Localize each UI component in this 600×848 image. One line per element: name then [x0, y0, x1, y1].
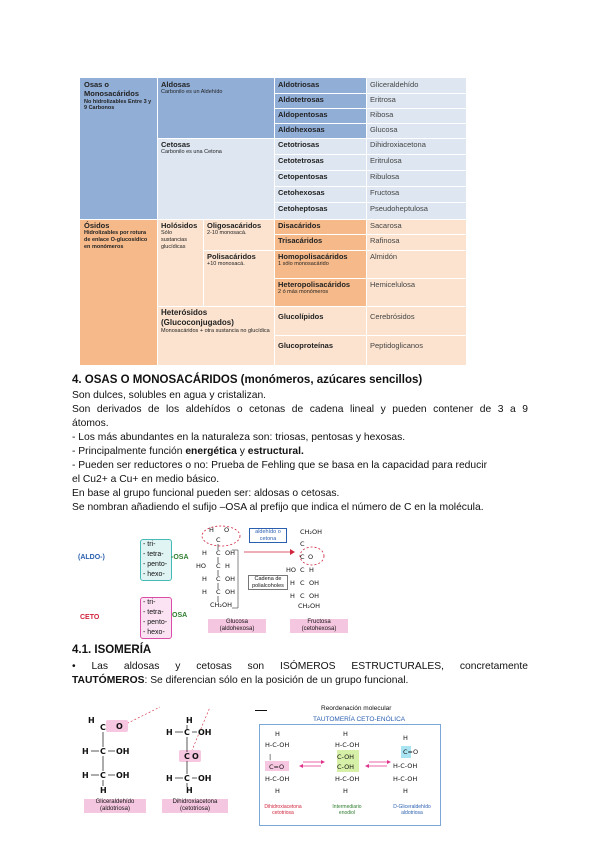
section-41-body: [72, 660, 528, 688]
svg-text:C: C: [100, 723, 106, 732]
svg-text:H-C-OH: H-C-OH: [265, 775, 290, 783]
svg-text:H: H: [403, 787, 408, 795]
svg-text:H: H: [275, 787, 280, 795]
svg-text:H: H: [82, 771, 89, 780]
text: : Se diferencian sólo en la posición de un grupo funcional.: [144, 675, 409, 686]
heteropoli-desc: 2 ó más monómeros: [278, 289, 329, 296]
carbohydrate-classification-table: [80, 78, 466, 365]
paragraph: - Los más abundantes en la naturaleza son: triosas, pentosas y hexosas.: [72, 432, 406, 443]
glucoproteinas-example: Peptidoglicanos: [366, 335, 466, 365]
aldo-row-example: Ribosa: [366, 108, 466, 123]
dihidroxiacetona-caption: Dihidroxiacetona (cetotriosa): [162, 799, 228, 813]
holosidos-cell: [157, 219, 203, 306]
svg-text:C-OH: C-OH: [337, 753, 355, 761]
svg-text:C: C: [184, 728, 190, 737]
svg-text:OH: OH: [225, 575, 236, 583]
grid-line: [366, 78, 367, 365]
svg-text:H: H: [186, 786, 193, 795]
svg-text:H: H: [166, 774, 173, 783]
aldo-row-example: Eritrosa: [366, 93, 466, 108]
divider: [255, 710, 267, 711]
svg-text:C: C: [184, 774, 190, 783]
grid-line: [274, 234, 466, 235]
osidos-cell: [80, 219, 157, 365]
homopoli-name: Homopolisacáridos: [278, 252, 348, 261]
svg-text:O: O: [224, 526, 230, 534]
ceto-row-name: Cetopentosas: [274, 170, 366, 186]
heterosidos-title: Heterósidos (Glucoconjugados): [161, 308, 234, 327]
svg-text:H: H: [275, 730, 280, 738]
fructose-caption: Fructosa (cetohexosa): [290, 619, 348, 633]
svg-text:H: H: [343, 730, 348, 738]
svg-text:OH: OH: [116, 771, 130, 780]
aldo-row-name: Aldotriosas: [274, 78, 366, 93]
svg-text:C: C: [300, 592, 305, 600]
disacaridos-example: Sacarosa: [366, 219, 466, 234]
oligo-desc: 2-10 monosacá.: [207, 230, 247, 237]
bold-text: energética: [185, 446, 237, 457]
ceto-row-example: Dihidroxiacetona: [366, 138, 466, 154]
svg-text:C=O: C=O: [269, 763, 285, 771]
paragraph: - Pueden ser reductores o no: Prueba de Fehling que se basa en la capacidad para reducir: [72, 460, 488, 471]
prefix: - hexo-: [143, 629, 165, 636]
aldosas-desc: Carbonilo es un Aldehído: [161, 89, 223, 96]
osas-title: Osas o Monosacáridos: [84, 80, 140, 99]
poli-title: Polisacáridos: [207, 252, 256, 261]
svg-text:H: H: [290, 579, 295, 587]
grid-line: [274, 93, 466, 94]
svg-text:O: O: [116, 722, 123, 731]
gliceraldehido-caption: Gliceraldehído (aldotriosa): [84, 799, 146, 813]
ceto-row-example: Pseudoheptulosa: [366, 202, 466, 219]
text: - Principalmente función: [72, 446, 186, 457]
svg-text:OH: OH: [198, 774, 212, 783]
trisacaridos-example: Rafinosa: [366, 234, 466, 250]
svg-text:CH₂OH: CH₂OH: [298, 602, 321, 610]
glucoproteinas-name: Glucoproteínas: [274, 335, 366, 365]
paragraph: Se nombran añadiendo el sufijo –OSA al prefijo que indica el número de C en la molécula.: [72, 502, 484, 513]
paragraph: En base al grupo funcional pueden ser: aldosas o cetosas.: [72, 488, 340, 499]
section-41-heading: 4.1. ISOMERÍA: [72, 644, 152, 656]
grid-line: [274, 186, 466, 187]
holosidos-desc: Sólo sustancias glucídicas: [161, 230, 187, 250]
bold-text: estructural.: [247, 446, 304, 457]
svg-text:H-C-OH: H-C-OH: [393, 762, 418, 770]
homopoli-desc: 1 sólo monosacárido: [278, 261, 329, 268]
ceto-row-name: Cetoheptosas: [274, 202, 366, 219]
prefix: - tri-: [143, 599, 156, 606]
svg-text:C=O: C=O: [403, 748, 419, 756]
grid-line: [157, 306, 466, 307]
aldo-row-example: Gliceraldehído: [366, 78, 466, 93]
heterosidos-cell: [157, 306, 274, 365]
svg-text:H: H: [202, 549, 207, 557]
svg-text:CH₂OH: CH₂OH: [210, 601, 233, 609]
paragraph: Son derivados de los aldehídos o cetonas de cadena lineal y pueden contener de 3 a 9: [72, 404, 528, 415]
section-4-body: [72, 389, 528, 515]
svg-text:H-C-OH: H-C-OH: [335, 775, 360, 783]
svg-text:H: H: [202, 575, 207, 583]
svg-text:C: C: [216, 588, 221, 596]
glucolipidos-example: Cerebrósidos: [366, 306, 466, 335]
svg-text:C: C: [216, 562, 221, 570]
grid-line: [274, 278, 466, 279]
paragraph: átomos.: [72, 418, 109, 429]
section-4-heading: 4. OSAS O MONOSACÁRIDOS (monómeros, azúcares sencillos): [72, 374, 423, 386]
svg-text:H: H: [309, 566, 314, 574]
aldo-label: (ALDO-): [78, 554, 105, 561]
svg-text:OH: OH: [116, 747, 130, 756]
tautomeria-title: TAUTOMERÍA CETO-ENÓLICA: [313, 716, 406, 723]
grid-line: [274, 123, 466, 124]
svg-text:H: H: [88, 716, 95, 725]
prefix: - pento-: [143, 561, 168, 568]
prefix: - tetra-: [143, 609, 164, 616]
heteropoli-name: Heteropolisacáridos: [278, 280, 351, 289]
ceto-row-example: Fructosa: [366, 186, 466, 202]
aldo-prefix-box: [140, 539, 172, 581]
svg-text:C: C: [300, 579, 305, 587]
svg-text:HO: HO: [286, 566, 297, 574]
svg-text:H: H: [403, 734, 408, 742]
svg-text:O: O: [308, 553, 314, 561]
svg-text:H: H: [225, 562, 230, 570]
svg-text:OH: OH: [225, 549, 236, 557]
paragraph: Son dulces, solubles en agua y cristalizan.: [72, 390, 267, 401]
osidos-title: Ósidos: [84, 221, 110, 230]
ceto-row-name: Cetotetrosas: [274, 154, 366, 170]
tautomeria-diagram: [255, 700, 440, 830]
cetosas-title: Cetosas: [161, 140, 191, 149]
svg-text:OH: OH: [309, 579, 320, 587]
poli-desc: +10 monosacá.: [207, 261, 245, 268]
triose-structures: [72, 705, 262, 797]
grid-line: [274, 154, 466, 155]
ceto-label: CETO: [80, 614, 100, 621]
ceto-row-name: Cetotriosas: [274, 138, 366, 154]
svg-text:H-C-OH: H-C-OH: [265, 741, 290, 749]
ceto-row-example: Eritrulosa: [366, 154, 466, 170]
aldo-row-name: Aldotetrosas: [274, 93, 366, 108]
svg-text:H-C-OH: H-C-OH: [335, 741, 360, 749]
grid-line: [203, 219, 204, 306]
svg-text:H: H: [290, 592, 295, 600]
svg-text:H-C-OH: H-C-OH: [393, 775, 418, 783]
svg-text:H: H: [202, 588, 207, 596]
paragraph: [72, 674, 528, 688]
svg-text:C: C: [100, 747, 106, 756]
prefix: - tri-: [143, 541, 156, 548]
bold-text: TAUTÓMEROS: [72, 675, 145, 686]
svg-text:C: C: [216, 536, 221, 544]
svg-text:C: C: [216, 575, 221, 583]
svg-text:C: C: [300, 566, 305, 574]
grid-line: [157, 138, 466, 139]
ceto-prefix-box: [140, 597, 172, 639]
gliceraldehido-label: D-Gliceraldehído aldotriosa: [393, 804, 431, 816]
svg-text:HO: HO: [196, 562, 207, 570]
tautomeria-structures: [259, 726, 439, 806]
svg-text:O: O: [192, 752, 199, 761]
osa-label: OSA: [172, 612, 188, 619]
glucose-caption: Glucosa (aldohexosa): [208, 619, 266, 633]
paragraph: • Las aldosas y cetosas son ISÓMEROS ESTRUCTURALES, concretamente: [72, 661, 528, 672]
heterosidos-desc: Monosacáridos + otra sustancia no glucídica: [161, 328, 270, 334]
glucolipidos-name: Glucolípidos: [274, 306, 366, 335]
prefix: - hexo-: [143, 571, 165, 578]
svg-text:C-OH: C-OH: [337, 763, 355, 771]
grid-line: [274, 108, 466, 109]
enodiol-label: Intermediario enodiol: [332, 804, 362, 816]
aldo-row-name: Aldohexosas: [274, 123, 366, 138]
svg-text:OH: OH: [225, 588, 236, 596]
svg-text:C: C: [100, 771, 106, 780]
grid-line: [157, 78, 158, 365]
svg-text:|: |: [269, 753, 272, 761]
oligosacaridos-cell: [203, 219, 274, 250]
osa-label: -OSA: [171, 554, 189, 561]
svg-text:OH: OH: [309, 592, 320, 600]
aldehido-cetona-note: aldehído o cetona: [249, 528, 287, 543]
svg-text:H: H: [209, 526, 214, 534]
osas-cell: [80, 78, 157, 219]
svg-text:C: C: [184, 752, 190, 761]
oligo-title: Oligosacáridos: [207, 221, 262, 230]
grid-line: [274, 335, 466, 336]
svg-text:H: H: [343, 787, 348, 795]
prefix: - pento-: [143, 619, 168, 626]
grid-line: [274, 170, 466, 171]
polisacaridos-cell: [203, 250, 274, 306]
heteropoli-example: Hemicelulosa: [366, 278, 466, 306]
osas-desc: No hidrolizables Entre 3 y 9 Carbonos: [84, 98, 152, 112]
svg-text:H: H: [186, 716, 193, 725]
prefix: - tetra-: [143, 551, 164, 558]
osidos-desc: Hidrolizables por rotura de enlace O-glucosídico en monómeros: [84, 230, 148, 250]
svg-text:H: H: [166, 728, 173, 737]
text: y: [236, 446, 248, 457]
aldosas-title: Aldosas: [161, 80, 191, 89]
ceto-row-name: Cetohexosas: [274, 186, 366, 202]
ceto-row-example: Ribulosa: [366, 170, 466, 186]
dihidroxiacetona-label: Dihidroxiacetona cetotriosa: [264, 804, 302, 816]
grid-line: [80, 219, 466, 220]
paragraph: el Cu2+ a Cu+ en medio básico.: [72, 474, 220, 485]
svg-text:CH₂OH: CH₂OH: [300, 528, 323, 536]
disacaridos-name: Disacáridos: [274, 219, 366, 234]
cadena-note: Cadena de polialcoholes: [248, 575, 288, 590]
svg-text:OH: OH: [198, 728, 212, 737]
aldo-ceto-figure: [78, 522, 378, 640]
aldo-row-example: Glucosa: [366, 123, 466, 138]
cetosas-cell: [157, 138, 274, 219]
homopoli-example: Almidón: [366, 250, 466, 278]
cetosas-desc: Carbonilo es una Cetona: [161, 149, 222, 156]
heteropolisacaridos-cell: [274, 278, 366, 306]
aldo-row-name: Aldopentosas: [274, 108, 366, 123]
grid-line: [274, 202, 466, 203]
homopolisacaridos-cell: [274, 250, 366, 278]
holosidos-title: Holósidos: [161, 221, 198, 230]
svg-text:C: C: [300, 553, 305, 561]
svg-text:H: H: [82, 747, 89, 756]
grid-line: [203, 250, 466, 251]
svg-text:C: C: [300, 540, 305, 548]
trisacaridos-name: Trisacáridos: [274, 234, 366, 250]
svg-text:H: H: [100, 786, 107, 795]
grid-line: [274, 78, 275, 365]
paragraph: [72, 445, 528, 459]
reordenacion-label: Reordenación molecular: [321, 705, 392, 712]
aldosas-cell: [157, 78, 274, 138]
svg-text:C: C: [216, 549, 221, 557]
